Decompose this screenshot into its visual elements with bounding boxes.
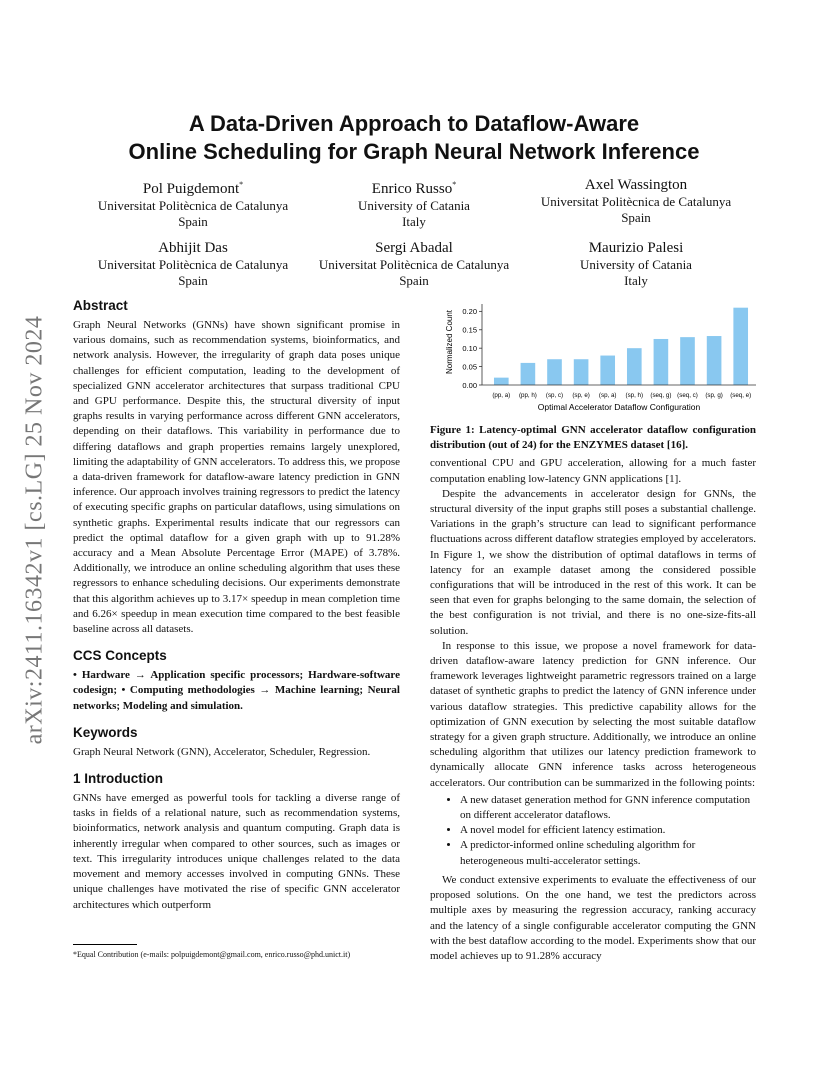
x-tick-label: (sp, h) <box>625 392 644 399</box>
author-name: Maurizio Palesi <box>588 240 684 256</box>
author-block <box>73 239 313 289</box>
right-column <box>430 298 756 964</box>
list-item: • A novel model for efficient latency estimation. <box>460 823 756 838</box>
introduction-heading: 1 Introduction <box>73 771 163 787</box>
author-affiliation: University of Catania <box>580 257 692 272</box>
ccs-heading: CCS Concepts <box>73 648 167 664</box>
author-affiliation: University of Catania <box>358 198 470 213</box>
x-tick-label: (seq, g) <box>650 392 672 399</box>
body-paragraph: conventional CPU and GPU acceleration, allowing for a much faster computation enabling low-latency GNN applications [1]. <box>430 457 756 485</box>
author-affiliation: Universitat Politècnica de Catalunya <box>97 257 289 272</box>
abstract-text: Graph Neural Networks (GNNs) have shown significant promise in various domains, such as recommendation systems, bioinformatics, and network analysis. However, the irregularity of graph data poses unique challenges for efficient computation, leading to the development of specialized GNN accelerator architectures that surpass traditional CPU and GPU performance. Despite this, the structural diversity of input graphs results in varying performance across different GNN accelerators, depending on their dataflows. This variability in performance due to differing dataflows and graph properties remains largely unexplored, limiting the adaptability of GNN accelerators. To address this, we propose a data-driven framework for dataflow-aware latency prediction in GNN inference. Our approach involves training regressors to predict the latency of executing specific graphs on particular dataflows, using simulations on synthetic graphs. Experimental results indicate that our regressors can predict the optimal dataflow for a given graph with up to 91.28% accuracy and a Mean Absolute Percentage Error (MAPE) of 3.78%. Additionally, we introduce an online scheduling algorithm that uses these regressors to enhance scheduling decisions. Our experiments demonstrate that this algorithm achieves up to 3.17× speedup in mean completion time and 6.26× speedup in mean execution time compared to the best feasible baseline across all datasets. <box>73 319 400 636</box>
title-line-2: Online Scheduling for Graph Neural Network Inference <box>128 139 700 164</box>
bar <box>521 363 536 385</box>
bar <box>680 337 695 385</box>
y-tick-label: 0.10 <box>462 343 477 353</box>
y-tick-label: 0.20 <box>462 307 477 317</box>
author-country: Italy <box>624 273 648 288</box>
author-name: Enrico Russo <box>371 181 453 197</box>
abstract-heading: Abstract <box>73 298 128 313</box>
author-country: Italy <box>402 214 426 229</box>
paper-title <box>0 110 828 166</box>
bar <box>494 378 509 385</box>
x-tick-label: (pp, a) <box>492 392 511 399</box>
list-item: • A predictor-informed online scheduling algorithm for heterogeneous multi-accelerator settings. <box>460 838 756 868</box>
bar <box>707 336 722 385</box>
body-paragraph: We conduct extensive experiments to evaluate the effectiveness of our proposed solutions. On the one hand, we test the predictors across multiple axes by measuring the regression accuracy, ranking accuracy and the latency of a single configurable accelerator computing the GNN with the best dataflow according to the model. Experiments show that our model achieves up to 91.28% accuracy <box>430 873 756 962</box>
list-item: • A new dataset generation method for GNN inference computation on different accelerator dataflows. <box>460 793 756 823</box>
figure-1-chart <box>430 298 756 414</box>
keywords-text: Graph Neural Network (GNN), Accelerator, Scheduler, Regression. <box>73 745 371 758</box>
y-axis-label: Normalized Count <box>445 309 454 375</box>
equal-contribution-mark: * <box>452 180 457 189</box>
author-affiliation: Universitat Politècnica de Catalunya <box>318 257 510 272</box>
body-paragraph: Despite the advancements in accelerator design for GNNs, the structural diversity of the input graphs still poses a substantial challenge. Variations in the graph’s structure can lead to significant performance fluctuations across different dataflow strategies employed by accelerators. In Figure 1, we show the distribution of optimal dataflows in terms of latency for an example dataset among the considered possible configurations that will be introduced in the rest of this work. It can be seen that even for graphs belonging to the same domain, the selection of the best configuration is not trivial, and there is no one-size-fits-all solution. <box>430 487 757 637</box>
ccs-concepts: • Hardware → Application specific processors; Hardware-software codesign; • Computing methodologies → Machine learning; Neural networks; Modeling and simulation. <box>73 669 400 712</box>
author-block <box>294 176 534 230</box>
x-tick-label: (sp, g) <box>705 392 723 399</box>
author-block <box>73 176 313 230</box>
author-block <box>516 176 756 226</box>
author-name: Axel Wassington <box>584 177 688 193</box>
intro-paragraph: GNNs have emerged as powerful tools for tackling a diverse range of tasks in fields of a relational nature, such as recommendation systems, bioinformatics, network analysis and quantum computing. Graph data is inherently irregular when compared to other sources, such as images or text. This irregularity introduces unique challenges related to the data movement and memory accesses involved in computing GNNs. These unique challenges have motivated the rise of specific GNN accelerator architectures which outperform <box>73 792 400 911</box>
x-axis-label: Optimal Accelerator Dataflow Configuration <box>537 402 701 412</box>
author-country: Spain <box>621 210 651 225</box>
arxiv-identifier: arXiv:2411.16342v1 [cs.LG] 25 Nov 2024 <box>21 315 48 745</box>
x-tick-label: (pp, h) <box>518 392 537 399</box>
bar <box>654 339 669 385</box>
footnote-rule <box>73 944 137 945</box>
x-tick-label: (sp, c) <box>545 392 564 399</box>
author-country: Spain <box>399 273 429 288</box>
y-tick-label: 0.15 <box>462 325 477 335</box>
x-tick-label: (seq, c) <box>677 392 698 399</box>
author-name: Pol Puigdemont <box>142 181 240 197</box>
left-column <box>73 298 400 913</box>
x-tick-label: (sp, a) <box>598 392 617 399</box>
keywords-heading: Keywords <box>73 724 138 740</box>
author-name: Abhijit Das <box>158 240 228 256</box>
x-tick-label: (seq, e) <box>730 392 752 399</box>
author-affiliation: Universitat Politècnica de Catalunya <box>540 194 732 209</box>
body-paragraph: In response to this issue, we propose a novel framework for data-driven dataflow-aware latency prediction for GNN inference. Our framework leverages lightweight parametric regressors trained on a large dataset of synthetic graphs to predict the latency of GNN inference under various dataflow strategies. This predictive capability allows for the optimization of GNN execution by selecting the most suitable dataflow strategy for a given graph structure. Additionally, we introduce an online scheduling algorithm that utilizes our latency prediction framework to dynamically allocate GNN inference tasks across heterogeneous accelerators. Our contribution can be summarized in the following points: <box>430 639 756 789</box>
x-tick-label: (sp, e) <box>572 392 590 399</box>
title-line-1: A Data-Driven Approach to Dataflow-Aware <box>188 111 640 136</box>
author-country: Spain <box>178 214 208 229</box>
y-tick-label: 0.05 <box>462 362 477 372</box>
bar <box>574 359 589 385</box>
figure-caption: Figure 1: Latency-optimal GNN accelerator dataflow configuration distribution (out of 24) for the ENZYMES dataset [16]. <box>430 424 756 452</box>
author-affiliation: Universitat Politècnica de Catalunya <box>97 198 289 213</box>
arxiv-sidebar <box>15 290 55 770</box>
y-tick-label: 0.00 <box>462 380 477 390</box>
bar <box>547 359 562 385</box>
contribution-list <box>430 793 756 869</box>
bar <box>600 356 615 385</box>
author-block <box>516 239 756 289</box>
bar <box>733 308 748 385</box>
author-block <box>294 239 534 289</box>
author-country: Spain <box>178 273 208 288</box>
equal-contribution-mark: * <box>239 180 244 189</box>
bar <box>627 348 642 385</box>
footnote: *Equal Contribution (e-mails: polpuigdemont@gmail.com, enrico.russo@phd.unict.it) <box>73 950 351 959</box>
author-name: Sergi Abadal <box>375 240 453 256</box>
